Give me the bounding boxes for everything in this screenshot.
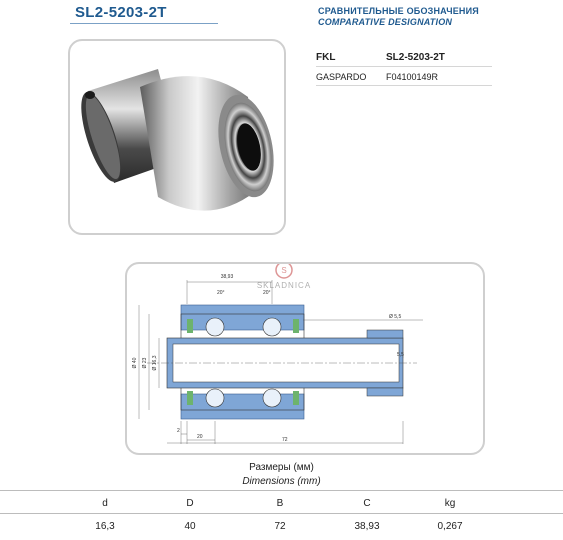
comparative-code: F04100149R — [386, 72, 439, 82]
dimensions-value-row — [0, 514, 563, 538]
diameter-inner-label: Ø 16,3 — [152, 355, 158, 371]
comparative-brand: GASPARDO — [316, 72, 367, 82]
skladnica-logo — [257, 264, 311, 290]
dimensions-header: C — [363, 498, 371, 509]
width-small-label: 2 — [177, 428, 180, 434]
comparative-brand: FKL — [316, 52, 336, 63]
dimensions-caption-ru: Размеры (мм) — [249, 462, 314, 473]
dimensions-header: D — [186, 498, 194, 509]
angle-label-2: 20° — [263, 290, 271, 296]
title-underline — [70, 23, 218, 24]
comparative-row — [316, 46, 492, 67]
dimensions-header: d — [102, 498, 108, 509]
comparative-title-ru: СРАВНИТЕЛЬНЫЕ ОБОЗНАЧЕНИЯ — [318, 6, 479, 16]
comparative-title-en: COMPARATIVE DESIGNATION — [318, 17, 453, 27]
product-photo-card — [68, 39, 286, 235]
dimensions-value: 72 — [274, 521, 286, 532]
dimensions-table — [0, 490, 563, 538]
diameter-mid-label: Ø 23 — [142, 357, 148, 369]
dimensions-header-row — [0, 490, 563, 514]
dimensions-value: 38,93 — [354, 521, 380, 532]
diameter-outer-label: Ø 40 — [132, 357, 138, 369]
angle-label-1: 20° — [217, 290, 225, 296]
hole-label-2: 5,5 — [397, 352, 404, 358]
dimensions-value: 16,3 — [95, 521, 115, 532]
svg-text:S: S — [281, 266, 287, 275]
dim-c-label: 38,93 — [220, 274, 234, 280]
technical-drawing-card — [125, 262, 485, 455]
hole-label-1: Ø 5,5 — [389, 314, 402, 320]
product-title: SL2-5203-2T — [75, 4, 167, 21]
width-total-label: 72 — [282, 437, 288, 443]
dimensions-value: 40 — [184, 521, 196, 532]
technical-drawing — [127, 264, 483, 453]
dimensions-header: kg — [444, 498, 456, 509]
dimensions-value: 0,267 — [437, 521, 463, 532]
dimensions-header: B — [276, 498, 284, 509]
dimensions-caption-en: Dimensions (mm) — [242, 476, 321, 487]
width-mid-label: 20 — [197, 434, 203, 440]
watermark-text: SKLADNICA — [256, 281, 312, 290]
comparative-row — [316, 67, 492, 86]
bearing-unit-image — [70, 41, 284, 233]
comparative-table — [316, 46, 492, 86]
comparative-code: SL2-5203-2T — [386, 52, 445, 63]
